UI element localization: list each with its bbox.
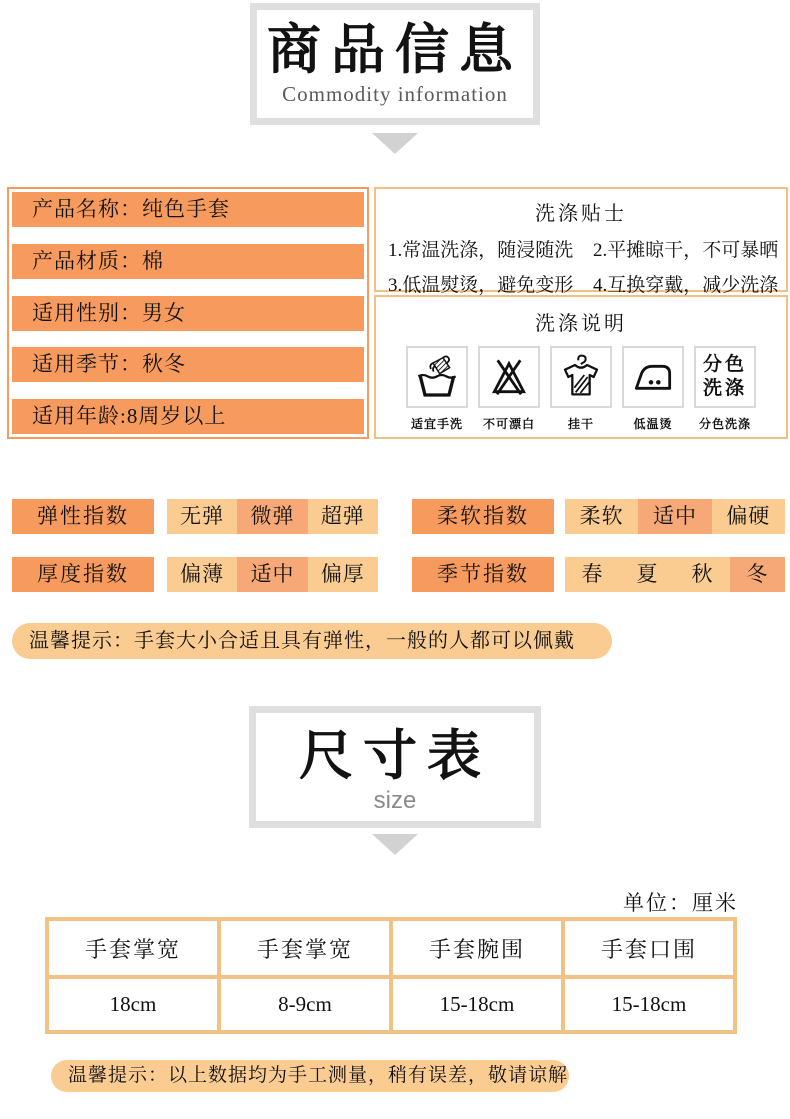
- page-title: 商品信息: [267, 20, 523, 80]
- care-item: [694, 346, 756, 432]
- care-item-label: 低温烫: [633, 417, 673, 431]
- wash-care-panel: [374, 295, 788, 439]
- attribute-row-gender: 适用性别：男女: [12, 296, 364, 331]
- index-option-selected: 适中: [237, 557, 307, 592]
- arrow-down-icon: [372, 834, 418, 855]
- care-icon-row: [376, 346, 786, 432]
- attribute-row-name: 产品名称：纯色手套: [12, 192, 364, 227]
- wash-tip: 2.平摊晾干，不可暴晒: [593, 240, 779, 261]
- index-option: 偏厚: [320, 562, 365, 586]
- washing-column: [374, 187, 788, 439]
- no-bleach-icon: [478, 346, 540, 408]
- product-attributes: [7, 187, 369, 439]
- size-table: [45, 917, 737, 1034]
- hand-wash-icon: [406, 346, 468, 408]
- index-options: [167, 557, 378, 592]
- wash-care-title: 洗涤说明: [535, 313, 627, 335]
- size-table-value-cell: 15-18cm: [563, 977, 735, 1032]
- warm-tip-fit: 温馨提示：手套大小合适且具有弹性，一般的人都可以佩戴: [12, 623, 612, 659]
- index-option: 秋: [691, 562, 714, 586]
- index-option: 无弹: [180, 504, 225, 528]
- wash-tip: 4.互换穿戴，减少洗涤: [593, 275, 779, 296]
- wash-tips-title: 洗涤贴士: [535, 203, 627, 225]
- arrow-down-icon: [372, 133, 418, 154]
- index-option: 偏硬: [726, 504, 771, 528]
- index-options: [565, 557, 785, 592]
- size-title: 尺寸表: [299, 726, 491, 786]
- commodity-title-box: [250, 3, 540, 125]
- index-option: 夏: [636, 562, 659, 586]
- size-table-header-cell: 手套掌宽: [219, 919, 391, 977]
- unit-label: 单位：厘米: [623, 891, 738, 915]
- index-label: 季节指数: [412, 557, 554, 592]
- attribute-row-material: 产品材质：棉: [12, 244, 364, 279]
- size-table-value-cell: 15-18cm: [391, 977, 563, 1032]
- care-item: [478, 346, 540, 432]
- care-item: [406, 346, 468, 432]
- iron-low-icon: [622, 346, 684, 408]
- index-label: 厚度指数: [12, 557, 154, 592]
- size-table-value-cell: 18cm: [47, 977, 219, 1032]
- size-table-value-row: [47, 977, 735, 1032]
- attribute-row-age: 适用年龄:8周岁以上: [12, 399, 364, 434]
- warm-tip-measure: 温馨提示：以上数据均为手工测量，稍有误差，敬请谅解: [51, 1060, 569, 1092]
- wash-tips-panel: [374, 187, 788, 296]
- size-table-header-row: [47, 919, 735, 977]
- size-subtitle: size: [373, 787, 417, 814]
- product-info-section: [7, 187, 790, 439]
- wash-tip: 1.常温洗涤，随浸随洗: [388, 240, 574, 261]
- index-label: 柔软指数: [412, 499, 554, 534]
- index-options: [565, 499, 785, 534]
- index-option: 超弹: [320, 504, 365, 528]
- page-subtitle: Commodity information: [282, 82, 508, 106]
- wash-tips-list: [388, 235, 786, 297]
- care-item: [550, 346, 612, 432]
- index-option: 柔软: [579, 504, 624, 528]
- size-table-value-cell: 8-9cm: [219, 977, 391, 1032]
- index-row: [12, 557, 790, 592]
- index-option: 春: [581, 562, 604, 586]
- index-options: [167, 499, 378, 534]
- wash-tip: 3.低温熨烫，避免变形: [388, 275, 574, 296]
- care-item-label: 挂干: [567, 417, 594, 431]
- index-label: 弹性指数: [12, 499, 154, 534]
- care-item: [622, 346, 684, 432]
- size-table-header-cell: 手套掌宽: [47, 919, 219, 977]
- index-option-selected: 适中: [638, 499, 711, 534]
- hang-dry-icon: [550, 346, 612, 408]
- care-item-label: 不可漂白: [482, 417, 535, 431]
- index-option: 偏薄: [180, 562, 225, 586]
- index-section: [12, 499, 790, 592]
- size-table-header-cell: 手套腕围: [391, 919, 563, 977]
- index-row: [12, 499, 790, 534]
- care-item-label: 适宜手洗: [410, 417, 463, 431]
- care-item-label: 分色洗涤: [698, 417, 751, 431]
- color-separate-text: 分色 洗涤: [694, 346, 756, 408]
- index-option-selected: 微弹: [237, 499, 307, 534]
- size-title-box: [249, 706, 541, 828]
- attribute-row-season: 适用季节：秋冬: [12, 347, 364, 382]
- size-table-header-cell: 手套口围: [563, 919, 735, 977]
- index-option-selected: 冬: [730, 557, 785, 592]
